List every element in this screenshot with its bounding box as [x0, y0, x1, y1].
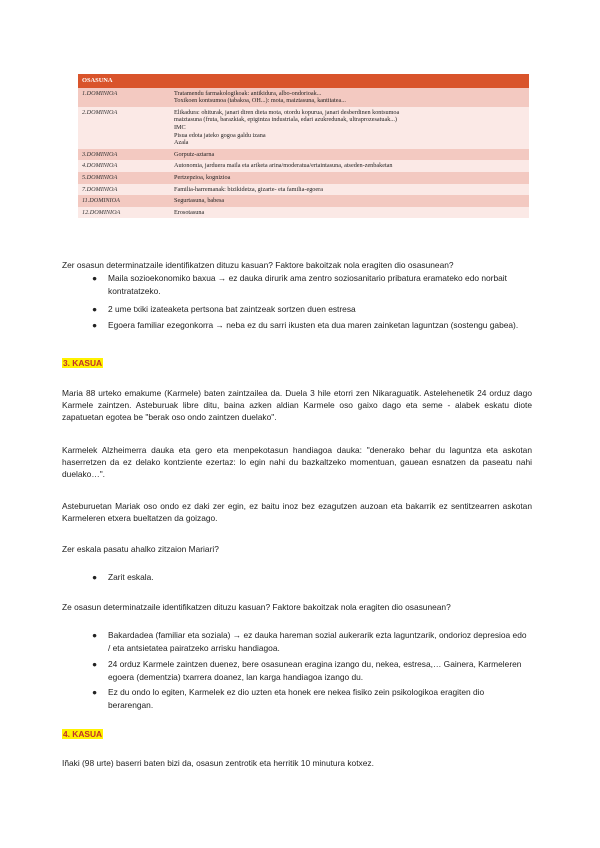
domain-label: 12.DOMINIOA — [78, 207, 170, 219]
case-3-heading: 3. KASUA — [63, 358, 103, 368]
bullet-text: Ez du ondo lo egiten, Karmelek ez dio uzten eta honek ere nekea fisiko zein psikologikoa eragiten dio berarengan. — [108, 687, 485, 710]
desc-line: Azala — [174, 139, 189, 147]
desc-line: Erosotasuna — [174, 208, 205, 216]
domain-label: 1.DOMINIOA — [78, 88, 170, 107]
domain-label: 4.DOMINIOA — [78, 160, 170, 172]
bullet-text: Zarit eskala. — [108, 572, 154, 582]
domain-label: 3.DOMINIOA — [78, 149, 170, 161]
bullet-dot: ● — [92, 630, 98, 640]
domain-description — [170, 184, 529, 196]
domain-label: 2.DOMINIOA — [78, 107, 170, 149]
table-row — [78, 107, 529, 149]
bullet-text: 2 ume txiki izateaketa pertsona bat zaintzeak sortzen duen estresa — [108, 304, 356, 314]
case-4-heading: 4. KASUA — [63, 729, 103, 739]
table-row — [78, 160, 529, 172]
paragraph-1: Maria 88 urteko emakume (Karmele) baten zaintzailea da. Duela 3 hile etorri zen Nikaraguatik. Astelehenetik 24 orduz dago Karmele zaintzen. Asteburuak libre ditu, baina azken aldian Karmele oso gaixo dago eta seme - alabek eskatu diote zapatuetan egotea be "berak oso ondo zaintzen duelako". — [62, 388, 532, 423]
table-row — [78, 149, 529, 161]
question-3: Ze osasun determinatzaile identifikatzen dituzu kasuan? Faktore bakoitzak nola eragiten dio osasunean? — [62, 602, 451, 612]
desc-line: IMC — [174, 123, 186, 131]
bullet-text: Bakardadea (familiar eta soziala) → ez dauka hareman sozial aukerarik ezta laguntzarik, ondorioz depresioa edo / eta antsietatea pairatzeko arrisku handiagoa. — [108, 630, 527, 653]
desc-line: Gorputz-aztarna — [174, 150, 215, 158]
desc-line: Segurtasuna, babesa — [174, 197, 225, 205]
question-2: Zer eskala pasatu ahalko zitzaion Mariari? — [62, 544, 219, 554]
table-row — [78, 172, 529, 184]
domain-description — [170, 195, 529, 207]
domain-description — [170, 88, 529, 107]
table-row — [78, 207, 529, 219]
table-row — [78, 184, 529, 196]
bullet-text: 24 orduz Karmele zaintzen duenez, bere osasunean eragina izango du, nekea, estresa,… Gainera, Karmeleren egoera (dementzia) txarrera doanez, lan karga handiagoa izango du. — [108, 659, 522, 682]
desc-line: Autonomia, jarduera maila eta ariketa arina/moderatua/ertaintasuna, atseden-zenbaketan — [174, 162, 393, 170]
desc-line: Toxikoen kontsumoa (tabakoa, OH...): mota, maiztasuna, kantitatea... — [174, 97, 346, 105]
domain-description — [170, 172, 529, 184]
domain-description — [170, 207, 529, 219]
paragraph-4: Iñaki (98 urte) baserri baten bizi da, osasun zentrotik eta herritik 10 minutura kotxez. — [62, 758, 374, 768]
desc-line: Tratamendu farmakologikoak: antikidura, albo-ondorioak... — [174, 89, 322, 97]
table-row — [78, 88, 529, 107]
domain-label: 11.DOMINIOA — [78, 195, 170, 207]
bullet-dot: ● — [92, 687, 98, 697]
desc-line: Familia-harremanak: bizikidetza, gizarte- eta familia-egoera — [174, 185, 323, 193]
domain-label: 7.DOMINIOA — [78, 184, 170, 196]
paragraph-2: Karmelek Alzheimerra dauka eta gero eta menpekotasun handiagoa dauka: "denerako behar du laguntza eta askotan haserretzen da ez delako kontziente ezertaz: lo egin nahi du bazkaltzeko momentuan, gauean esnatzen da paseatu nahi duelako…". — [62, 445, 532, 480]
health-domains-table — [78, 74, 529, 218]
desc-line: Pisua edota jateko gogoa galdu izana — [174, 131, 266, 139]
bullet-text: Maila sozioekonomiko baxua → ez dauka dirurik ama zentro soziosanitario pribatura eramateko edo norbait kontratatzeko. — [108, 273, 507, 296]
bullet-dot: ● — [92, 320, 98, 330]
bullet-dot: ● — [92, 304, 98, 314]
bullet-dot: ● — [92, 273, 98, 283]
desc-line: Pertzepzioa, kognizioa — [174, 173, 231, 181]
domain-description — [170, 160, 529, 172]
desc-line: maiztasuna (fruta, barazkiak, epigintza industriala, edari azukredunak, ultraprozesatuak...) — [174, 116, 397, 124]
paragraph-3: Asteburuetan Mariak oso ondo ez daki zer egin, ez baitu inoz bez ezagutzen auzoan eta bakarrik ez sentitzearren askotan Karmeleren etxera bueltatzen da goizago. — [62, 501, 532, 524]
question-1: Zer osasun determinatzaile identifikatzen dituzu kasuan? Faktore bakoitzak nola eragiten dio osasunean? — [62, 260, 454, 270]
domain-label: 5.DOMINIOA — [78, 172, 170, 184]
bullet-text: Egoera familiar ezegonkorra → neba ez du sarri ikusten eta dua maren zainketan laguntzan (sostengu gabea). — [108, 320, 519, 330]
domain-description — [170, 107, 529, 149]
domain-description — [170, 149, 529, 161]
bullet-dot: ● — [92, 572, 98, 582]
bullet-dot: ● — [92, 659, 98, 669]
table-header: OSASUNA — [78, 74, 529, 88]
table-row — [78, 195, 529, 207]
desc-line: Elikadura: ohiturak, janari diren dieta mota, otordu kopurua, janari desberdinen kontsumoa — [174, 108, 400, 116]
